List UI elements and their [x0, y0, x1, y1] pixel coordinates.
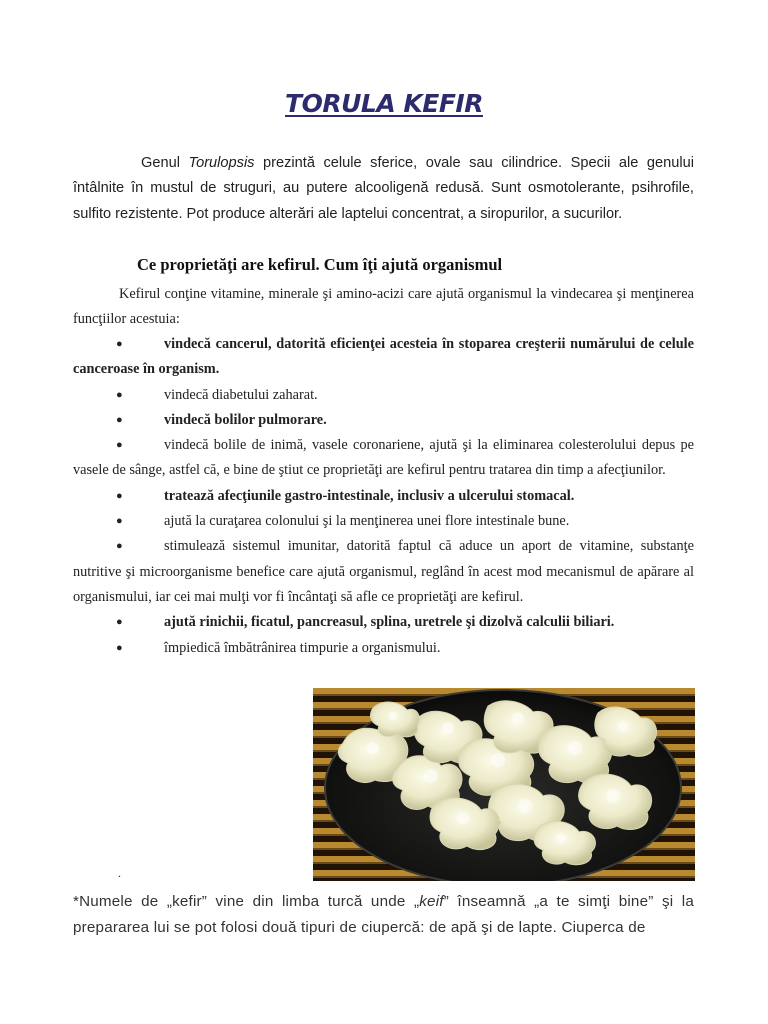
list-item-text: vindecă diabetului zaharat. — [164, 386, 318, 403]
list-item — [73, 408, 694, 433]
bullet-icon: ● — [116, 388, 123, 401]
section-intro-paragraph — [73, 282, 694, 333]
list-item-text: vindecă bolilor pulmorare. — [164, 411, 327, 428]
section-heading: Ce proprietăţi are kefirul. Cum îţi ajută organismul — [137, 255, 503, 274]
bullet-icon: ● — [116, 489, 123, 502]
properties-list — [73, 332, 694, 661]
bullet-icon: ● — [116, 616, 123, 629]
bullet-icon: ● — [116, 515, 123, 528]
intro-paragraph — [73, 151, 694, 227]
intro-genus-name: Torulopsis — [188, 155, 255, 171]
kefir-grains-photo — [313, 688, 695, 881]
bullet-icon: ● — [116, 641, 123, 654]
footer-text-part2: ” înseamnă „a te simţi bine” şi la prepararea lui se pot folosi două tipuri de ciupercă: de apă şi de lapte. Ciuperca de — [73, 893, 694, 936]
list-item — [73, 332, 694, 383]
section-intro-text: Kefirul conţine vitamine, minerale şi amino-acizi care ajută organismul la vindecarea şi menţinerea funcţiilor acestuia: — [73, 286, 694, 328]
list-item — [73, 484, 694, 509]
list-item-text: stimulează sistemul imunitar, datorită faptul că aduce un aport de vitamine, substanţe nutritive şi microorganisme benefice care ajută organismul, reglând în acest mod mecanismul de apărare al organismului, iar cei mai mulţi vor fi încântaţi să afle ce proprietăţi are kefirul. — [73, 538, 694, 605]
list-item — [73, 509, 694, 534]
list-item — [73, 610, 694, 635]
bullet-icon: ● — [116, 540, 123, 553]
stray-dot: . — [118, 866, 121, 880]
list-item-text: ajută la curaţarea colonului şi la menţinerea unei flore intestinale bune. — [164, 513, 570, 530]
bullet-icon: ● — [116, 413, 123, 426]
bullet-icon: ● — [116, 439, 123, 452]
footer-paragraph — [73, 889, 694, 940]
list-item-text: ajută rinichii, ficatul, pancreasul, splina, uretrele şi dizolvă calculii biliari. — [164, 614, 615, 631]
intro-text: prezintă celule sferice, ovale sau cilindrice. Specii ale genului întâlnite în mustul de struguri, au putere alcooligenă redusă. Sunt osmotolerante, psihrofile, sulfito rezistente. Pot produce alterări ale laptelui concentrat, a siropurilor, a sucurilor. — [73, 155, 694, 222]
footer-text-part1: *Numele de „kefir” vine din limba turcă unde „ — [73, 893, 420, 910]
list-item-text: împiedică îmbătrânirea timpurie a organismului. — [164, 639, 441, 656]
list-item — [73, 433, 694, 484]
bullet-icon: ● — [116, 338, 123, 350]
footer-keif-word: keif — [419, 893, 444, 910]
list-item-text: tratează afecţiunile gastro-intestinale, inclusiv a ulcerului stomacal. — [164, 487, 575, 504]
list-item-text: vindecă bolile de inimă, vasele coronariene, ajută şi la eliminarea colesterolului depus pe vasele de sânge, astfel că, e bine de ştiut ce proprietăţi are kefirul pentru tratarea din timp a afecţiunilor. — [73, 437, 694, 479]
list-item — [73, 636, 694, 661]
page-title: TORULA KEFIR — [285, 88, 483, 118]
list-item — [73, 534, 694, 610]
intro-genus-word: Genul — [141, 155, 180, 171]
list-item-text: vindecă cancerul, datorită eficienţei acesteia în stoparea creşterii numărului de celule canceroase în organism. — [73, 336, 694, 378]
list-item — [73, 383, 694, 408]
